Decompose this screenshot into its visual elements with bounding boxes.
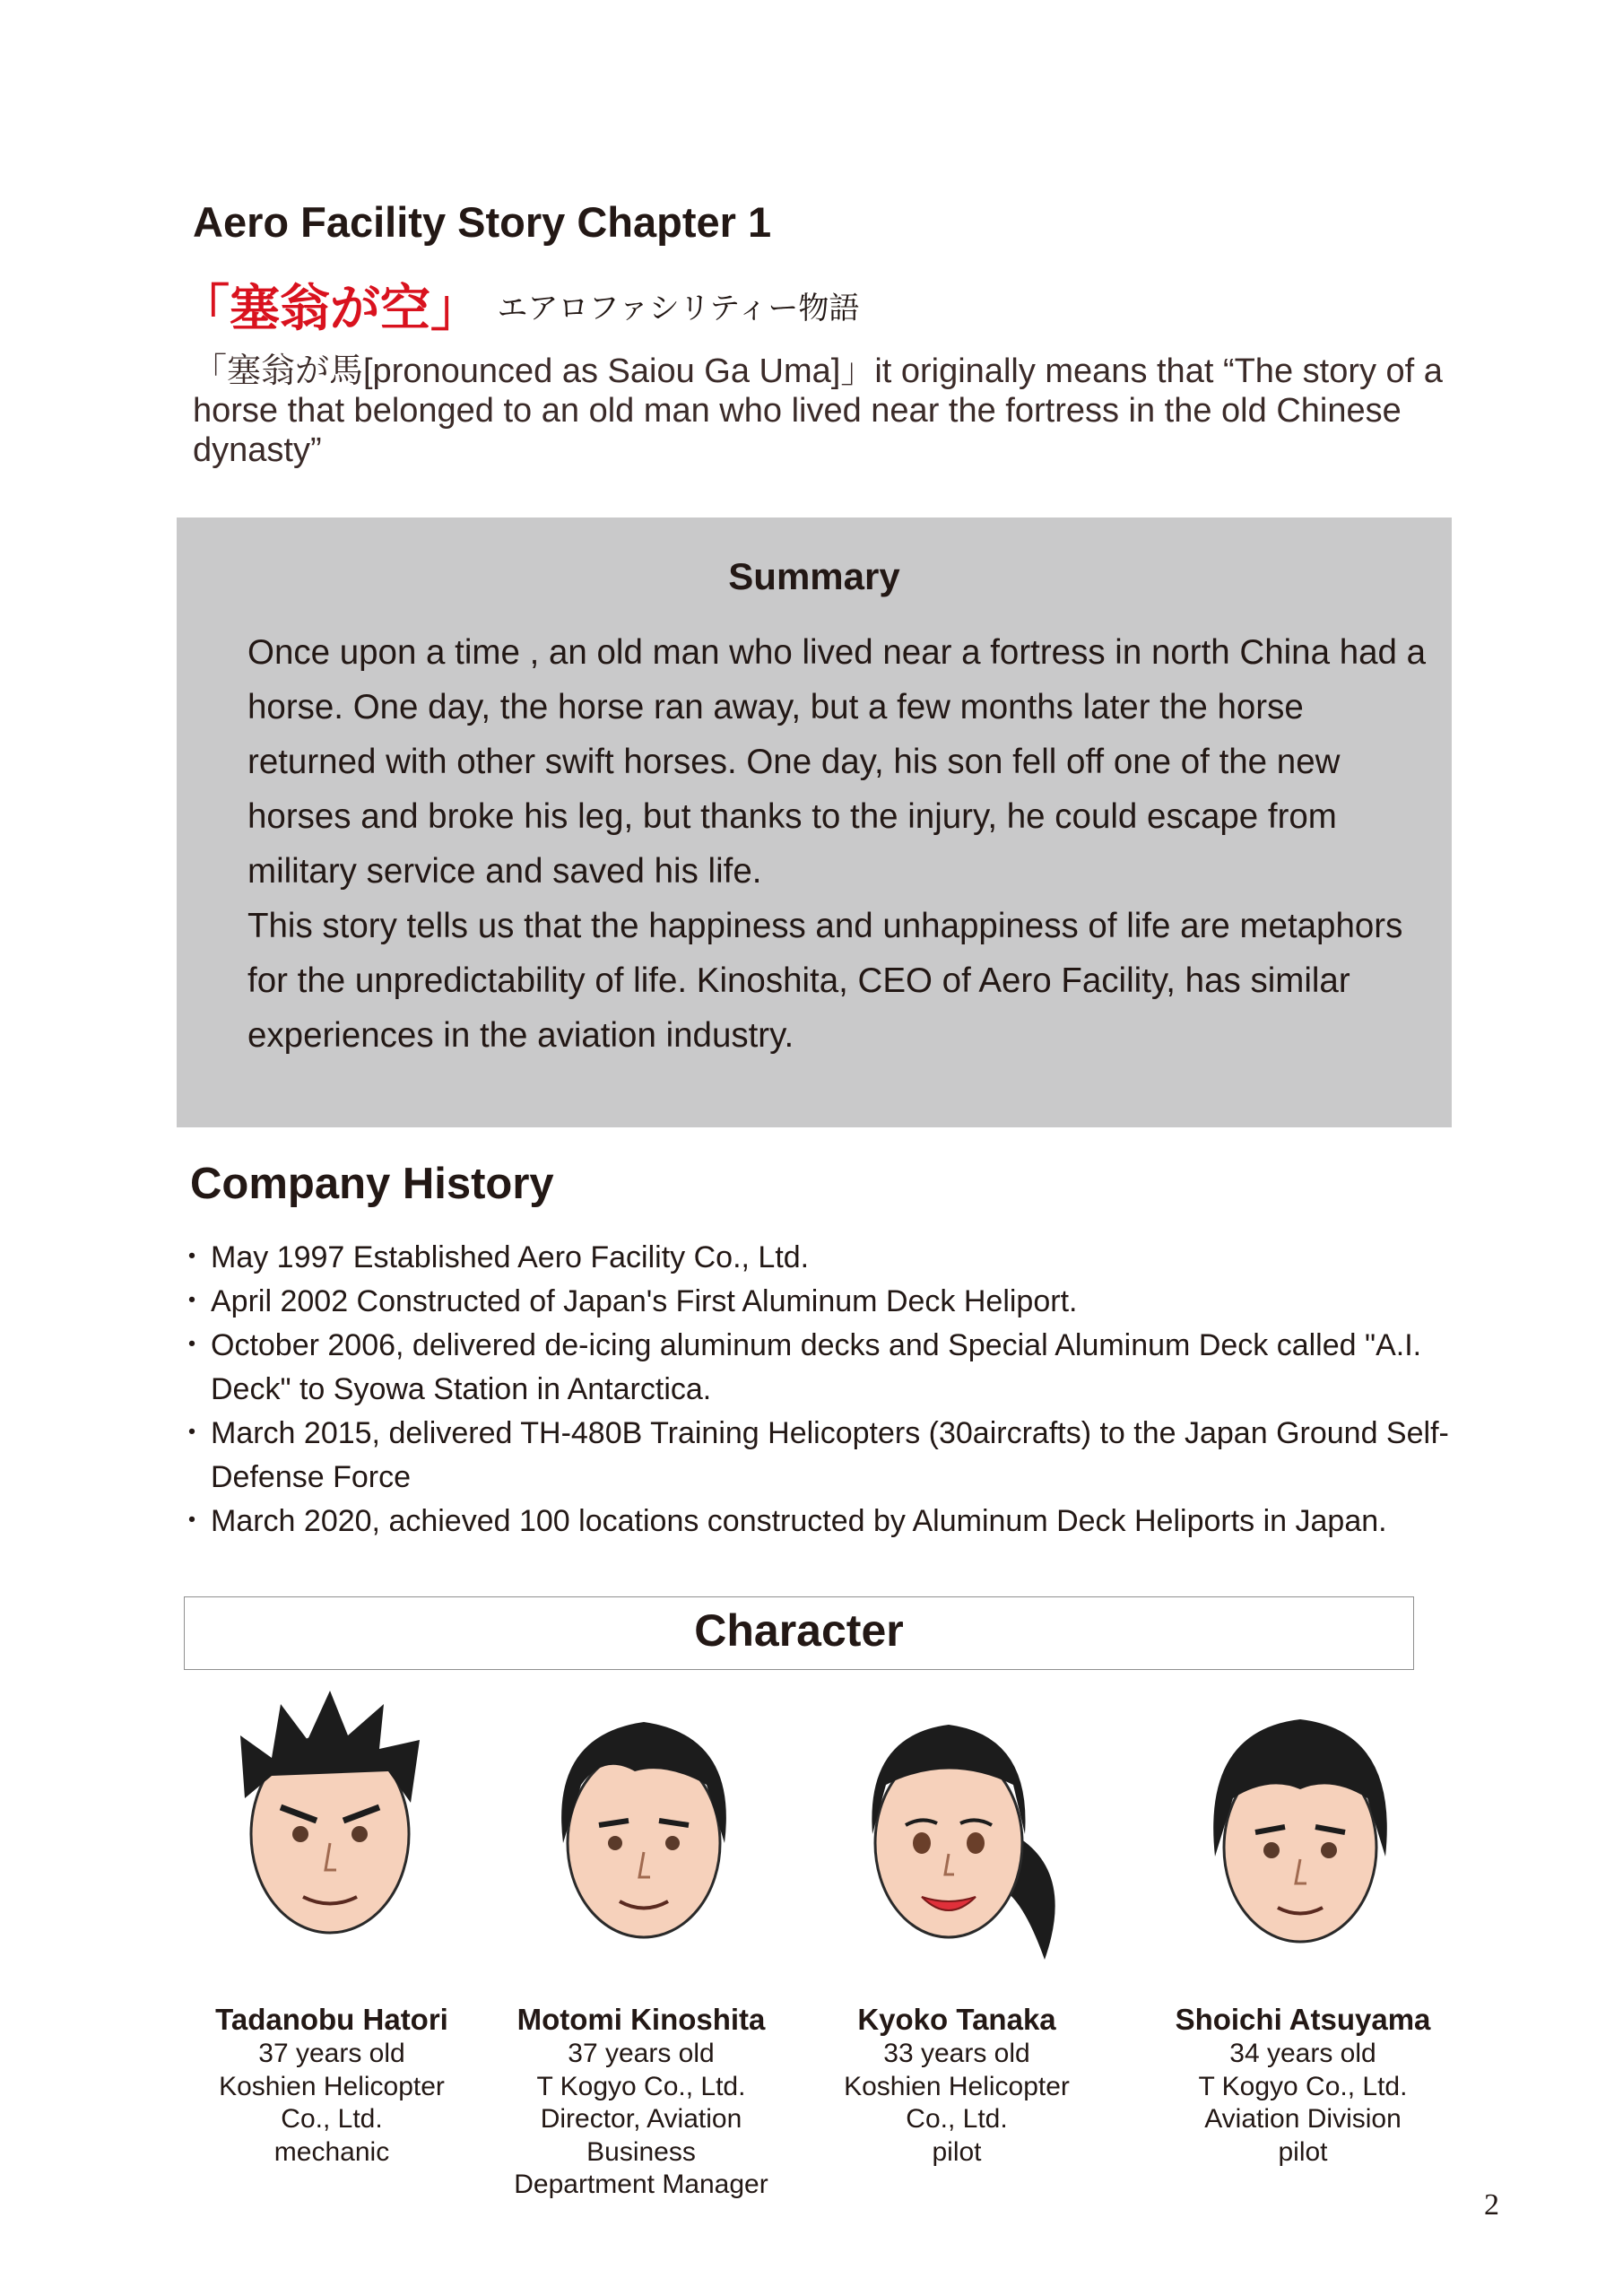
character-detail: T Kogyo Co., Ltd.	[1198, 2071, 1408, 2101]
portrait-tadanobu-hatori	[218, 1686, 442, 1955]
history-heading: Company History	[190, 1160, 554, 1208]
character-card-motomi-kinoshita	[498, 2002, 785, 2202]
character-name: Shoichi Atsuyama	[1175, 2003, 1431, 2036]
character-heading-box	[184, 1596, 1414, 1670]
portrait-shoichi-atsuyama	[1188, 1700, 1412, 1969]
character-detail: 37 years old	[258, 2039, 405, 2068]
history-list	[184, 1236, 1457, 1544]
summary-box	[177, 517, 1452, 1127]
intro-text: 「塞翁が馬[pronounced as Saiou Ga Uma]」it originally means that “The story of a horse that belonged to an old man who lived near the fortress in the old Chinese dynasty”	[193, 352, 1443, 469]
japanese-subtitle: エアロファシリティー物語	[497, 290, 860, 326]
history-item: ・ April 2002 Constructed of Japan's First Aluminum Deck Heliport.	[184, 1280, 1457, 1324]
character-detail: Koshien Helicopter	[844, 2071, 1070, 2101]
character-name: Motomi Kinoshita	[516, 2003, 766, 2036]
character-detail: mechanic	[273, 2136, 390, 2167]
character-detail: Koshien Helicopter	[219, 2071, 445, 2101]
character-card-kyoko-tanaka	[813, 2002, 1100, 2169]
character-detail: Aviation Division	[1204, 2104, 1402, 2134]
character-card-shoichi-atsuyama	[1159, 2002, 1446, 2169]
summary-heading: Summary	[728, 555, 900, 597]
japanese-heading	[179, 269, 859, 341]
character-name: Kyoko Tanaka	[857, 2003, 1056, 2036]
character-detail: Department Manager	[514, 2170, 768, 2199]
character-detail: Business	[586, 2136, 696, 2167]
summary-body	[247, 625, 1431, 1063]
character-heading: Character	[694, 1605, 904, 1656]
page-number: 2	[1484, 2188, 1499, 2222]
character-name: Tadanobu Hatori	[215, 2003, 448, 2036]
history-item: ・ March 2015, delivered TH-480B Training Helicopters (30aircrafts) to the Japan Ground Self-Defense Force	[184, 1412, 1457, 1500]
japanese-title: 「塞翁が空」	[179, 279, 481, 338]
history-item: ・ May 1997 Established Aero Facility Co., Ltd.	[184, 1236, 1457, 1280]
history-item: ・ October 2006, delivered de-icing aluminum decks and Special Aluminum Deck called "A.I. Deck" to Syowa Station in Antarctica.	[184, 1324, 1457, 1412]
character-detail: pilot	[1278, 2136, 1328, 2167]
character-detail: 37 years old	[568, 2039, 715, 2068]
portrait-motomi-kinoshita	[532, 1700, 756, 1969]
character-detail: 33 years old	[883, 2039, 1030, 2068]
summary-paragraph: This story tells us that the happiness and unhappiness of life are metaphors for the unpredictability of life. Kinoshita, CEO of Aero Facility, has similar experiences in the aviation industry.	[247, 907, 1403, 1055]
portrait-kyoko-tanaka	[843, 1700, 1067, 1969]
character-card-tadanobu-hatori	[188, 2002, 475, 2169]
character-detail: pilot	[932, 2136, 982, 2167]
character-detail: T Kogyo Co., Ltd.	[536, 2071, 746, 2101]
character-detail: Co., Ltd.	[906, 2104, 1008, 2134]
summary-paragraph: Once upon a time , an old man who lived near a fortress in north China had a horse. One day, the horse ran away, but a few months later the horse returned with other swift horses. One day, his son fell off one of the new horses and broke his leg, but thanks to the injury, he could escape from military service and saved his life.	[247, 633, 1427, 891]
character-detail: Director, Aviation	[540, 2104, 742, 2134]
page-title: Aero Facility Story Chapter 1	[193, 198, 772, 246]
character-detail: 34 years old	[1229, 2039, 1376, 2068]
character-detail: Co., Ltd.	[281, 2104, 383, 2134]
history-item: ・ March 2020, achieved 100 locations constructed by Aluminum Deck Heliports in Japan.	[184, 1500, 1457, 1544]
